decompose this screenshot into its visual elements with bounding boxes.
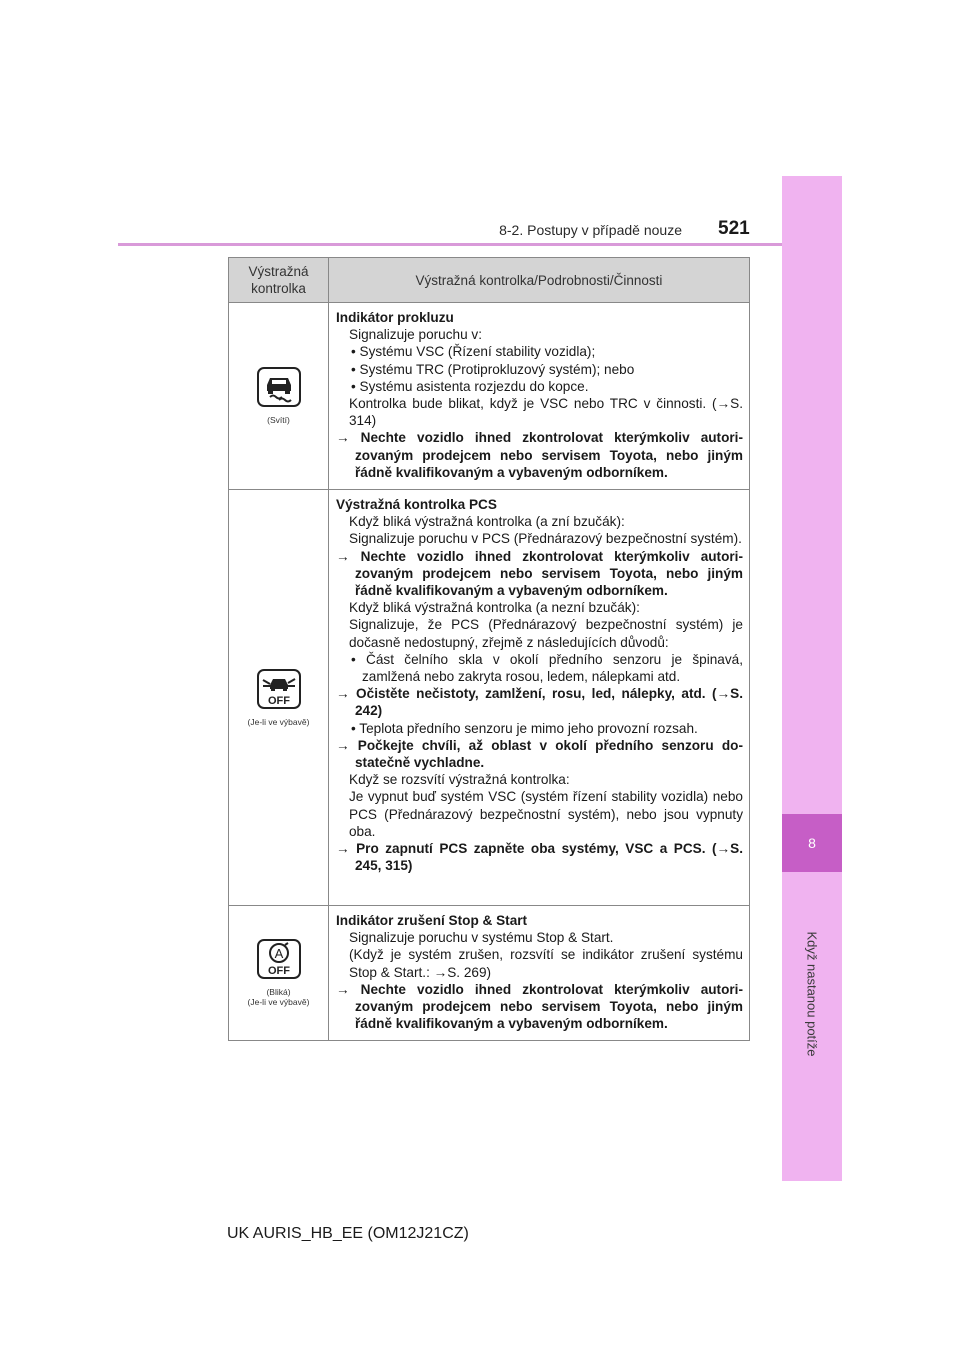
action-line: → Pro zapnutí PCS zapněte oba systémy, VSC a PCS. (→S. 245, 315) — [336, 841, 743, 874]
icon-cell — [229, 490, 329, 906]
pcs-off-icon — [257, 669, 301, 709]
text-line: Když se rozsvítí výstražná kontrolka: — [349, 772, 570, 788]
table-header-row — [229, 258, 750, 303]
description-cell — [329, 490, 750, 906]
icon-caption: (Je-li ve výbavě) — [247, 716, 310, 727]
bullet-item: • Systému TRC (Protiprokluzový systém); nebo — [351, 361, 635, 377]
indicator-title: Indikátor zrušení Stop & Start — [336, 913, 528, 929]
action-line: → Očistěte nečistoty, zamlžení, rosu, led, nálepky, atd. (→S. 242) — [336, 686, 743, 719]
chapter-title: Když nastanou potíže — [804, 931, 820, 1057]
bullet-item: • Systému asistenta rozjezdu do kopce. — [351, 378, 589, 394]
action-line: → Nechte vozidlo ihned zkontrolovat kterýmkoliv autorizovaným prodejcem nebo servisem Toyota, nebo jiným řádně kvalifikovaným a vybaveným odborníkem. — [336, 981, 743, 1032]
icon-cell — [229, 303, 329, 490]
indicator-title: Indikátor prokluzu — [336, 310, 454, 325]
action-line: → Počkejte chvíli, až oblast v okolí předního senzoru dostatečně vychladne. — [336, 737, 743, 771]
text-line: Signalizuje poruchu v PCS (Přednárazový bezpečnostní systém). — [349, 531, 742, 547]
table-row — [229, 303, 750, 490]
table-row — [229, 490, 750, 906]
column-header-details: Výstražná kontrolka/Podrobnosti/Činnosti — [329, 258, 750, 303]
svg-text:OFF: OFF — [267, 965, 290, 978]
text-line: (Když je systém zrušen, rozsvítí se indikátor zrušení systému Stop & Start.: →S. 269) — [349, 947, 743, 980]
icon-caption: (Je-li ve výbavě) — [247, 997, 310, 1008]
action-line: → Nechte vozidlo ihned zkontrolovat kterýmkoliv autorizovaným prodejcem nebo servisem Toyota, nebo jiným řádně kvalifikovaným a vybaveným odborníkem. — [336, 548, 743, 599]
icon-cell — [229, 906, 329, 1041]
description-cell — [329, 906, 750, 1041]
text-line: Signalizuje poruchu v systému Stop & Start. — [349, 930, 614, 946]
chapter-number-box[interactable] — [782, 814, 842, 872]
svg-text:OFF: OFF — [267, 694, 290, 707]
footer-model-code: UK AURIS_HB_EE (OM12J21CZ) — [227, 1225, 469, 1242]
bullet-item: • Systému VSC (Řízení stability vozidla); — [351, 344, 596, 360]
text-line: Je vypnut buď systém VSC (systém řízení stability vozidla) nebo PCS (Přednárazový bezpečnostní systém), nebo jsou vypnuty oba. — [349, 789, 743, 839]
svg-text:A: A — [274, 946, 283, 962]
bullet-item: • Část čelního skla v okolí předního senzoru je špinavá, zamlžená nebo zakryta rosou, ledem, nálepkami atd. — [351, 651, 743, 685]
table-row — [229, 906, 750, 1041]
text-line: Kontrolka bude blikat, když je VSC nebo TRC v činnosti. (→S. 314) — [349, 396, 743, 429]
text-line: Když bliká výstražná kontrolka (a nezní bzučák): — [349, 600, 640, 616]
chapter-number: 8 — [808, 835, 816, 851]
header-divider — [118, 243, 782, 246]
page-number: 521 — [718, 218, 750, 239]
bullet-item: • Teplota předního senzoru je mimo jeho provozní rozsah. — [351, 720, 698, 736]
warning-light-table — [228, 257, 750, 1041]
stop-start-off-icon — [257, 939, 301, 979]
text-line: Signalizuje poruchu v: — [349, 327, 482, 343]
text-line: Signalizuje, že PCS (Přednárazový bezpečnostní systém) je dočasně nedostupný, zřejmě z následujících důvodů: — [349, 617, 743, 650]
indicator-title: Výstražná kontrolka PCS — [336, 497, 497, 513]
action-line: → Nechte vozidlo ihned zkontrolovat kterýmkoliv autorizovaným prodejcem nebo servisem Toyota, nebo jiným řádně kvalifikovaným a vybaveným odborníkem. — [336, 430, 743, 480]
description-cell — [329, 303, 750, 490]
column-header-light: Výstražná kontrolka — [229, 258, 329, 303]
section-title: 8-2. Postupy v případě nouze — [499, 222, 682, 238]
icon-caption: (Svítí) — [267, 415, 290, 426]
slip-indicator-icon — [257, 367, 301, 407]
text-line: Když bliká výstražná kontrolka (a zní bzučák): — [349, 514, 625, 530]
icon-caption: (Bliká) — [266, 987, 291, 998]
